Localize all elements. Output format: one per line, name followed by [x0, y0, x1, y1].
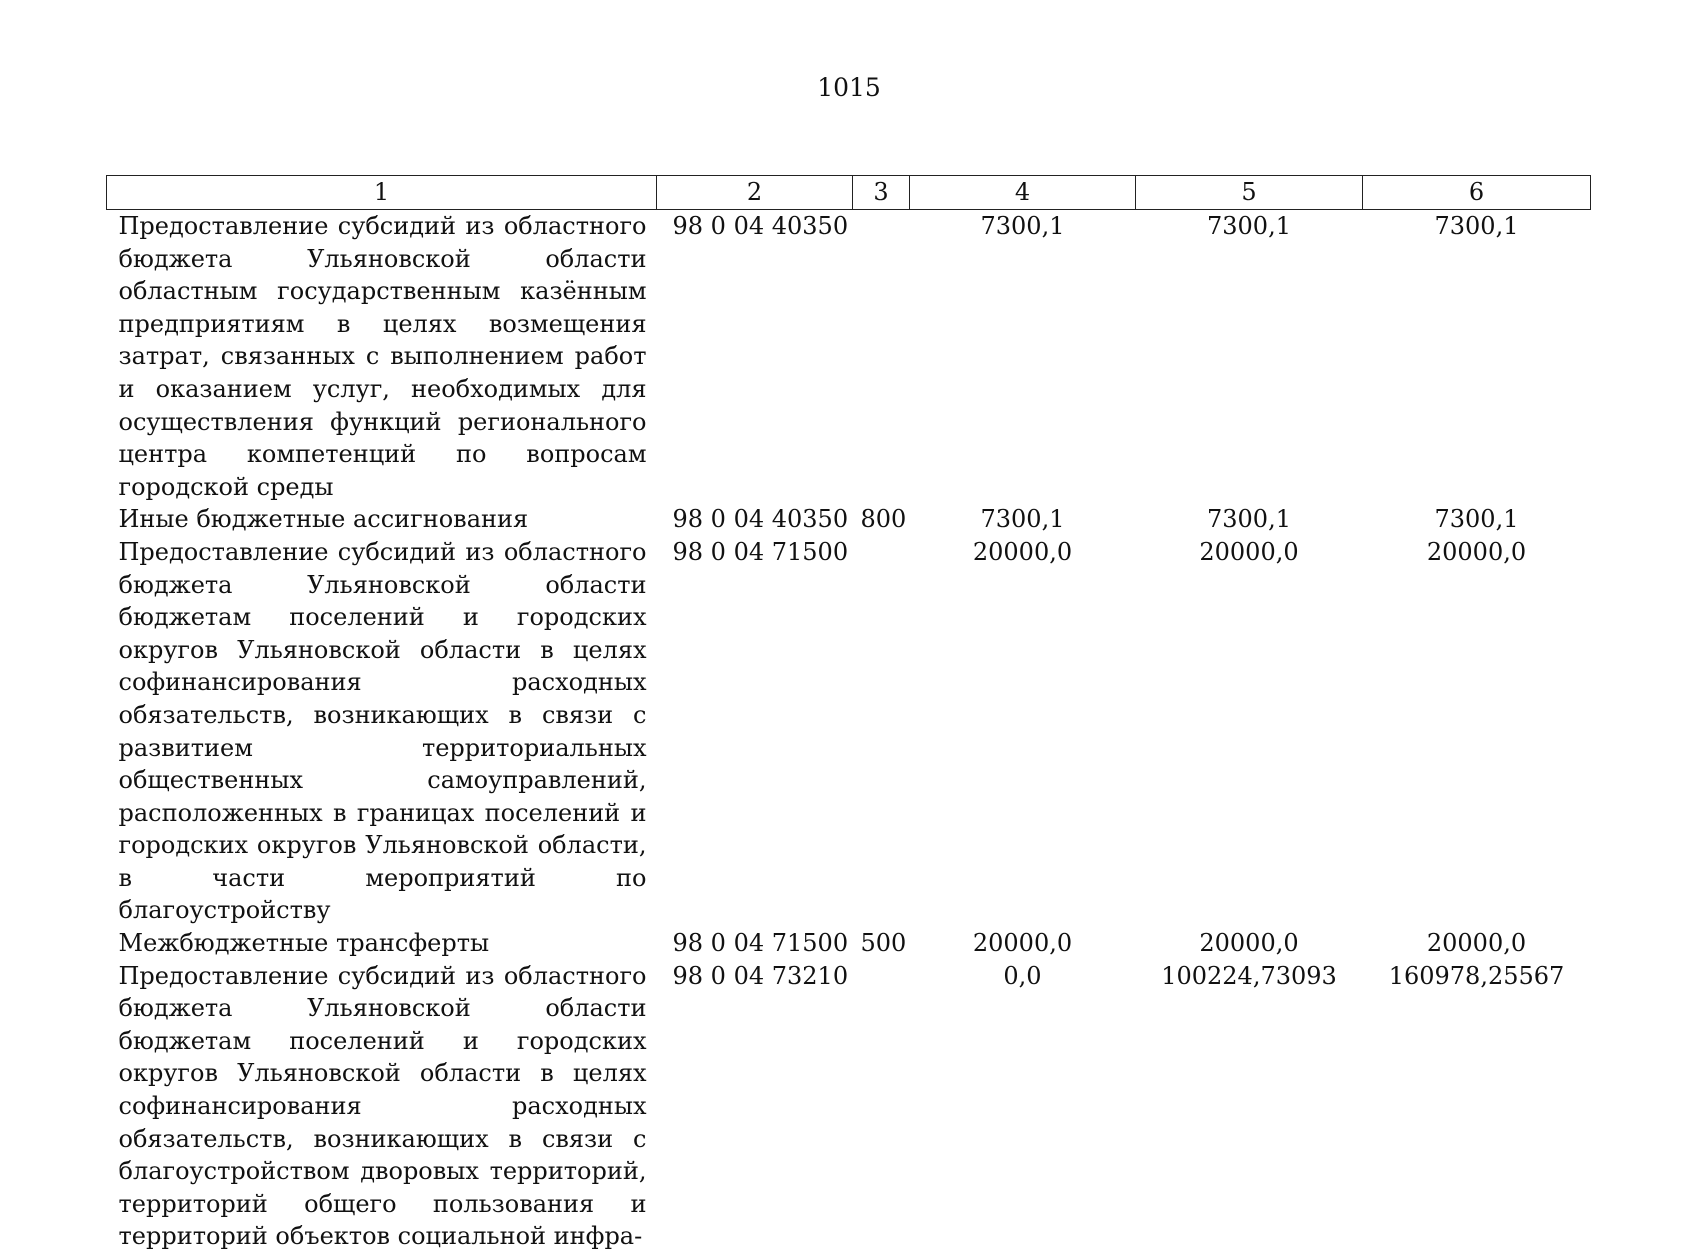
- row-value-6: 7300,1: [1363, 210, 1591, 504]
- row-value-6: 160978,25567: [1363, 960, 1591, 1253]
- table-header: [107, 176, 1591, 210]
- row-value-5: 100224,73093: [1136, 960, 1363, 1253]
- table-row: [107, 960, 1591, 1253]
- table-row: [107, 210, 1591, 504]
- row-value-5: 20000,0: [1136, 536, 1363, 927]
- row-value-5: 7300,1: [1136, 503, 1363, 536]
- header-col-5: 5: [1136, 176, 1363, 210]
- table-row: [107, 536, 1591, 927]
- row-name: Иные бюджетные ассигнования: [107, 503, 657, 536]
- row-value-6: 20000,0: [1363, 927, 1591, 960]
- row-type: 800: [853, 503, 910, 536]
- header-col-4: 4: [910, 176, 1136, 210]
- table-body: [107, 210, 1591, 1253]
- row-name: Предоставление субсидий из областного бюджета Ульяновской области бюджетам поселений и городских округов Ульяновской области в целях софинансирования расходных обязательств, возникающих в связи с благоустройством дворовых территорий, территорий общего пользования и территорий объектов социальной инфра-: [107, 960, 657, 1253]
- row-value-4: 20000,0: [910, 927, 1136, 960]
- row-type: 500: [853, 927, 910, 960]
- row-code: 98 0 04 71500: [657, 536, 853, 927]
- header-col-1: 1: [107, 176, 657, 210]
- row-code: 98 0 04 73210: [657, 960, 853, 1253]
- header-col-2: 2: [657, 176, 853, 210]
- header-row: [107, 176, 1591, 210]
- row-value-4: 7300,1: [910, 210, 1136, 504]
- header-col-3: 3: [853, 176, 910, 210]
- row-value-4: 20000,0: [910, 536, 1136, 927]
- row-value-4: 7300,1: [910, 503, 1136, 536]
- row-code: 98 0 04 40350: [657, 503, 853, 536]
- row-value-5: 20000,0: [1136, 927, 1363, 960]
- row-type: [853, 536, 910, 927]
- row-code: 98 0 04 40350: [657, 210, 853, 504]
- header-col-6: 6: [1363, 176, 1591, 210]
- row-value-6: 7300,1: [1363, 503, 1591, 536]
- row-value-6: 20000,0: [1363, 536, 1591, 927]
- page-number: 1015: [0, 74, 1698, 102]
- row-type: [853, 210, 910, 504]
- table-row: [107, 927, 1591, 960]
- row-name: Предоставление субсидий из областного бюджета Ульяновской области бюджетам поселений и городских округов Ульяновской области в целях софинансирования расходных обязательств, возникающих в связи с развитием территориальных общественных самоуправлений, расположенных в границах поселений и городских округов Ульяновской области, в части мероприятий по благоустройству: [107, 536, 657, 927]
- row-name: Предоставление субсидий из областного бюджета Ульяновской области областным государственным казённым предприятиям в целях возмещения затрат, связанных с выполнением работ и оказанием услуг, необходимых для осуществления функций регионального центра компетенций по вопросам городской среды: [107, 210, 657, 504]
- row-type: [853, 960, 910, 1253]
- row-name: Межбюджетные трансферты: [107, 927, 657, 960]
- table-row: [107, 503, 1591, 536]
- row-value-4: 0,0: [910, 960, 1136, 1253]
- budget-table: [106, 175, 1591, 1253]
- row-code: 98 0 04 71500: [657, 927, 853, 960]
- row-value-5: 7300,1: [1136, 210, 1363, 504]
